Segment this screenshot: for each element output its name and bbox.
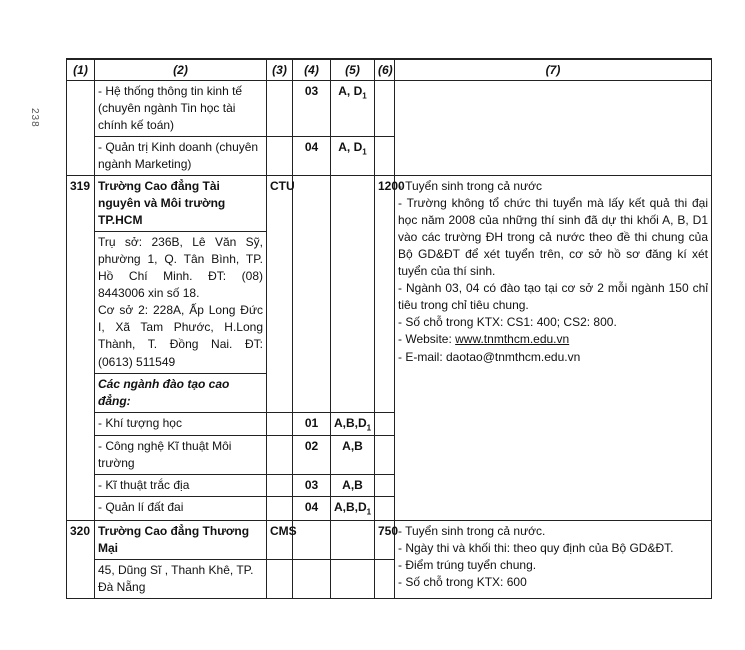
school-code: CMS <box>267 521 293 560</box>
header-col-1: (1) <box>67 59 95 81</box>
note-line: - Ngày thi và khối thi: theo quy định của Bộ GD&ĐT. <box>398 541 674 556</box>
note-line: - Ngành 03, 04 có đào tạo tại cơ sở 2 mỗi ngành 150 chỉ tiêu trong chỉ tiêu chung. <box>398 281 708 313</box>
table-header-row <box>67 59 712 81</box>
program-name: - Quản lí đất đai <box>95 497 267 521</box>
header-col-6: (6) <box>375 59 395 81</box>
program-name: - Quản trị Kinh doanh (chuyên ngành Marketing) <box>95 137 267 176</box>
website-line: - Website: www.tnmthcm.edu.vn <box>398 332 570 347</box>
exam-blocks: A, $D_1$ <box>331 137 375 176</box>
header-col-5: (5) <box>331 59 375 81</box>
exam-blocks: $A,B,D_1$ <box>331 497 375 521</box>
table-row <box>67 81 712 137</box>
program-code: 01 <box>293 412 331 436</box>
header-col-7: (7) <box>395 59 712 81</box>
school-notes <box>395 521 712 599</box>
programs-title: Các ngành đào tạo cao đẳng: <box>95 373 267 412</box>
school-row-320 <box>67 521 712 560</box>
header-col-4: (4) <box>293 59 331 81</box>
exam-blocks: $A,B,D_1$ <box>331 412 375 436</box>
enrollment-quota: 1200 <box>375 176 395 412</box>
enrollment-quota: 750 <box>375 521 395 560</box>
program-name: - Hệ thống thông tin kinh tế (chuyên ngành Tin học tài chính kế toán) <box>95 81 267 137</box>
school-name: Trường Cao đẳng Tài nguyên và Môi trường TP.HCM <box>95 176 267 232</box>
note-line: - Tuyển sinh trong cả nước. <box>398 524 546 539</box>
note-line: - Số chỗ trong KTX: 600 <box>398 575 527 590</box>
program-name: - Khí tượng học <box>95 412 267 436</box>
school-notes <box>395 176 712 521</box>
email-line: - E-mail: daotao@tnmthcm.edu.vn <box>398 349 581 364</box>
website-link[interactable]: www.tnmthcm.edu.vn <box>455 332 570 347</box>
program-name: - Công nghệ Kĩ thuật Môi trường <box>95 436 267 475</box>
school-row-319 <box>67 176 712 232</box>
school-address: 45, Dũng Sĩ , Thanh Khê, TP. Đà Nẵng <box>95 560 267 599</box>
program-name: - Kĩ thuật trắc địa <box>95 475 267 497</box>
header-col-3: (3) <box>267 59 293 81</box>
school-address: Trụ sở: 236B, Lê Văn Sỹ, phường 1, Q. Tân Bình, TP. Hồ Chí Minh. ĐT: (08) 8443006 xin số 18. Cơ sở 2: 228A, Ấp Long Đức I, Xã Tam Phước, H.Long Thành, T. Đồng Nai. ĐT: (0613) 511549 <box>95 232 267 373</box>
exam-blocks: A,B <box>331 475 375 497</box>
exam-blocks: A, $D_1$ <box>331 81 375 137</box>
school-code: CTU <box>267 176 293 412</box>
school-number: 319 <box>67 176 95 521</box>
exam-blocks: A,B <box>331 436 375 475</box>
page-number: 238 <box>29 108 40 128</box>
note-line: - Số chỗ trong KTX: CS1: 400; CS2: 800. <box>398 315 617 330</box>
school-name: Trường Cao đẳng Thương Mại <box>95 521 267 560</box>
program-code: 03 <box>293 81 331 137</box>
note-line: - Tuyển sinh trong cả nước <box>398 179 542 194</box>
note-line: - Trường không tổ chức thi tuyển mà lấy kết quả thi đại học năm 2008 của những thí sinh đã dự thi khối A, B, D1 vào các trường ĐH trong cả nước theo đề thi chung của Bộ GD&ĐT để xét tuyển trên, cơ sở hồ sơ đăng kí xét tuyển của thí sinh. <box>398 196 708 279</box>
program-code: 04 <box>293 497 331 521</box>
admissions-table-clip <box>66 58 713 595</box>
school-number: 320 <box>67 521 95 599</box>
note-line: - Điểm trúng tuyển chung. <box>398 558 537 573</box>
program-code: 04 <box>293 137 331 176</box>
header-col-2: (2) <box>95 59 267 81</box>
program-code: 02 <box>293 436 331 475</box>
admissions-table <box>66 58 712 599</box>
program-code: 03 <box>293 475 331 497</box>
